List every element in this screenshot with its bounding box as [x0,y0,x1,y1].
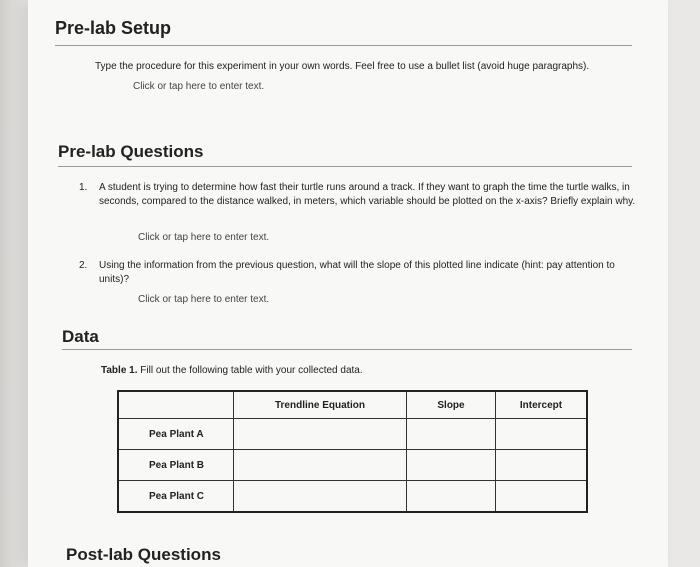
question-number: 2. [79,260,88,271]
answer-2-text-field[interactable]: Click or tap here to enter text. [138,294,270,305]
table-cell[interactable] [496,450,588,481]
question-number: 1. [79,182,88,193]
data-heading: Data [62,327,99,346]
table-cell[interactable] [234,419,407,450]
section-rule [58,166,632,167]
prelab-questions-heading: Pre-lab Questions [58,142,204,161]
question-text: A student is trying to determine how fast their turtle runs around a track. If they want to graph the time the turtle walks, in seconds, compared to the distance walked, in meters, which variable should be plotted on the x-axis? Briefly explain why. [99,182,636,207]
header-cell: Trendline Equation [234,391,407,419]
section-rule [62,349,632,350]
prelab-setup-heading: Pre-lab Setup [55,18,172,38]
data-table [117,390,588,513]
table-cell[interactable] [234,450,407,481]
table-cell[interactable] [496,481,588,513]
table-caption-label: Table 1. [101,365,138,376]
table-cell[interactable] [407,450,496,481]
question-1 [79,181,649,225]
header-cell: Slope [407,391,496,419]
row-label: Pea Plant C [118,481,234,513]
table-header-row [118,391,587,419]
header-cell: Intercept [496,391,588,419]
table-row [118,481,587,513]
question-text: Using the information from the previous question, what will the slope of this plotted line indicate (hint: pay attention to units)? [99,260,615,285]
row-label: Pea Plant B [118,450,234,481]
prelab-setup-text-field[interactable]: Click or tap here to enter text. [133,81,265,92]
table-caption-text: Fill out the following table with your collected data. [137,365,363,376]
header-cell [118,391,234,419]
page-edge-shadow [0,0,30,567]
table-row [118,419,587,450]
prelab-setup-instruction: Type the procedure for this experiment in your own words. Feel free to use a bullet list (avoid huge paragraphs). [95,61,590,72]
table-cell[interactable] [496,419,588,450]
table-row [118,450,587,481]
answer-1-text-field[interactable]: Click or tap here to enter text. [138,232,270,243]
question-2 [79,259,649,289]
postlab-heading: Post-lab Questions [66,545,221,564]
section-rule [55,45,632,46]
table-cell[interactable] [407,481,496,513]
table-cell[interactable] [407,419,496,450]
table-caption [101,365,363,376]
table-cell[interactable] [234,481,407,513]
row-label: Pea Plant A [118,419,234,450]
